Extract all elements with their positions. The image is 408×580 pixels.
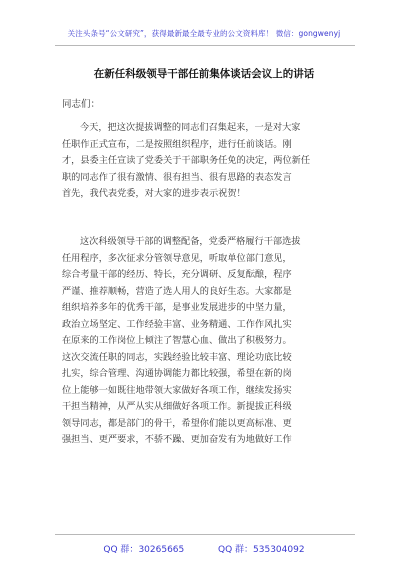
paragraph-line: 任职作正式宣布，二是按照组织程序，进行任前谈话。刚 bbox=[62, 138, 292, 150]
qq-group-2-number: 535304092 bbox=[253, 545, 305, 555]
paragraph-line: 严谨、推荐顺畅，营造了选人用人的良好生态。大家都是 bbox=[62, 285, 292, 297]
paragraph-line: 位上能够一如既往地带领大家做好各项工作，继续发扬实 bbox=[62, 384, 292, 396]
paragraph-2 bbox=[62, 234, 362, 449]
qq-group-2-label: QQ 群： bbox=[218, 545, 254, 555]
paragraph-line: 今天，把这次提拔调整的同志们召集起来，一是对大家 bbox=[80, 122, 301, 133]
paragraph-line: 首先，我代表党委，对大家的进步表示祝贺！ bbox=[62, 188, 246, 199]
qq-group-number: 30265665 bbox=[138, 545, 185, 555]
paragraph-line: 综合考量干部的经历、特长，充分调研、反复酝酿，程序 bbox=[62, 269, 292, 280]
paragraph-line: 在原来的工作岗位上倾注了智慧心血、做出了积极努力。 bbox=[62, 335, 292, 346]
footer bbox=[0, 542, 408, 555]
paragraph-line: 政治立场坚定、工作经验丰富、业务精通、工作作风扎实 bbox=[62, 318, 292, 330]
paragraph-line: 扎实，综合管理、沟通协调能力都比较强，希望在新的岗 bbox=[62, 368, 292, 379]
paragraph-line: 组织培养多年的优秀干部，是事业发展进步的中坚力量， bbox=[62, 302, 292, 313]
footer-divider bbox=[55, 534, 355, 535]
document-title: 在新任科级领导干部任前集体谈话会议上的讲话 bbox=[93, 68, 315, 80]
paragraph-line: 强担当、更严要求，不骄不躁、更加奋发有为地做好工作 bbox=[62, 434, 292, 445]
paragraph-line: 这次科级领导干部的调整配备，党委严格履行干部选拔 bbox=[80, 236, 301, 247]
header-divider bbox=[55, 45, 355, 46]
paragraph-line: 才，县委主任宣读了党委关于干部职务任免的决定，两位新任 bbox=[62, 155, 311, 166]
paragraph-line: 职的同志作了很有激情、很有担当、很有思路的表态发言 bbox=[62, 171, 292, 183]
paragraph-line: 干担当精神，从严从实从细做好各项工作。新提拔正科级 bbox=[62, 401, 292, 412]
paragraph-1 bbox=[62, 120, 362, 203]
header-note: 关注头条号“公文研究”，获得最新最全最专业的公文资料库！ 微信：gongwenyj bbox=[67, 29, 341, 38]
qq-group-label: QQ 群： bbox=[103, 545, 139, 555]
paragraph-line: 任用程序，多次征求分管领导意见，听取单位部门意见， bbox=[62, 252, 292, 264]
paragraph-line: 领导同志，都是部门的骨干，希望你们能以更高标准、更 bbox=[62, 417, 292, 429]
salutation: 同志们： bbox=[62, 99, 101, 110]
paragraph-line: 这次交流任职的同志，实践经验比较丰富、理论功底比较 bbox=[62, 351, 292, 363]
